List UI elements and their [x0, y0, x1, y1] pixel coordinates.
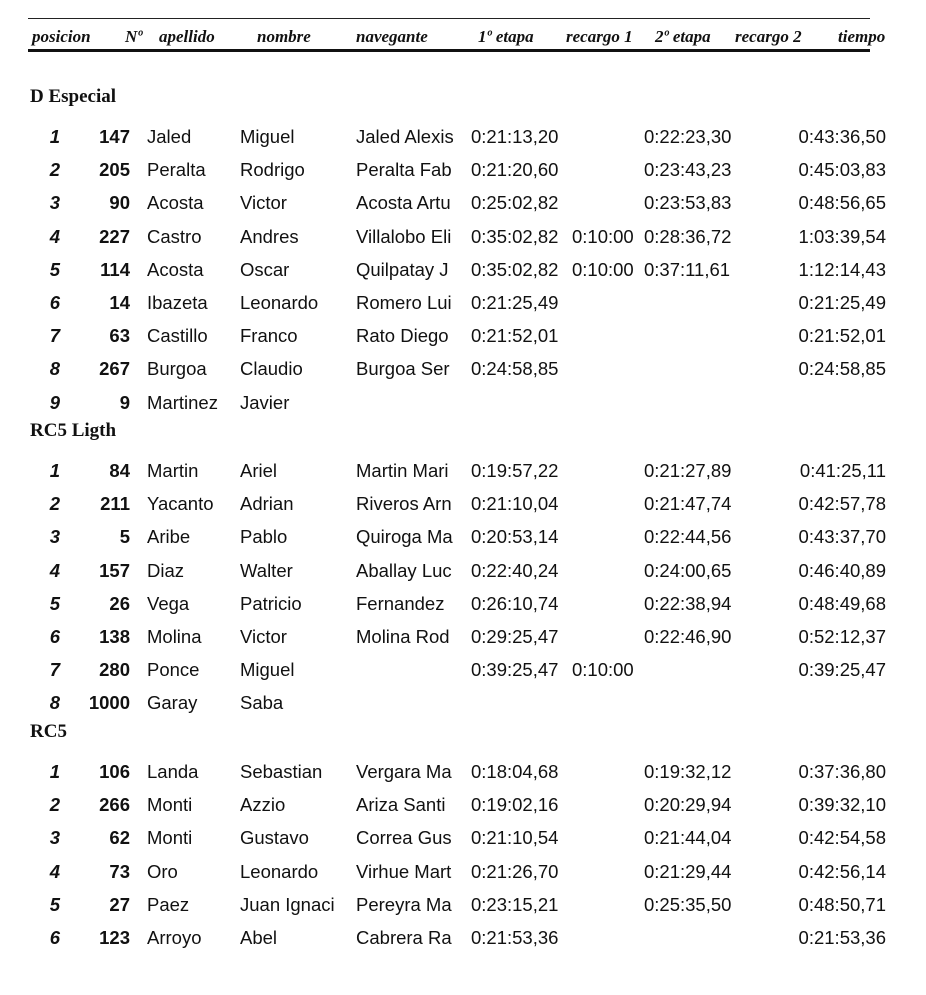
- cell-etapa1: 0:35:02,82: [471, 258, 559, 280]
- cell-apellido: Martinez: [147, 391, 218, 413]
- cell-num: 147: [99, 126, 130, 147]
- cell-num: 138: [99, 626, 130, 647]
- cell-navegante: Quilpatay J: [356, 258, 449, 280]
- cell-nombre: Miguel: [240, 659, 295, 681]
- cell-tiempo: 0:37:36,80: [798, 761, 886, 782]
- cell-etapa1: 0:29:25,47: [471, 626, 559, 647]
- cell-navegante: Fernandez: [356, 592, 445, 614]
- cell-apellido: Molina: [147, 626, 202, 647]
- cell-num: 157: [99, 559, 130, 581]
- cell-tiempo: 0:43:36,50: [798, 126, 886, 147]
- col-header-recargo1: recargo 1: [566, 27, 633, 46]
- cell-nombre: Ariel: [240, 460, 278, 481]
- cell-apellido: Burgoa: [147, 358, 207, 380]
- cell-apellido: Landa: [147, 761, 199, 782]
- cell-tiempo: 0:43:37,70: [798, 526, 886, 548]
- cell-nombre: Azzio: [240, 794, 286, 816]
- cell-num: 62: [109, 827, 130, 849]
- col-header-tiempo: tiempo: [838, 27, 886, 46]
- cell-apellido: Peralta: [147, 159, 206, 181]
- cell-pos: 3: [49, 827, 60, 849]
- table-row: [0, 790, 926, 820]
- cell-etapa1: 0:21:10,54: [471, 827, 559, 849]
- cell-num: 14: [109, 292, 130, 313]
- cell-nombre: Gustavo: [240, 827, 309, 849]
- cell-navegante: Burgoa Ser: [356, 358, 450, 380]
- cell-navegante: Cabrera Ra: [356, 927, 452, 948]
- cell-tiempo: 0:21:25,49: [798, 292, 886, 313]
- cell-pos: 3: [49, 526, 60, 548]
- cell-tiempo: 0:42:57,78: [798, 493, 886, 515]
- col-header-posicion: posicion: [32, 27, 91, 46]
- table-row: [0, 655, 926, 685]
- cell-recargo1: 0:10:00: [572, 659, 634, 681]
- table-row: [0, 155, 926, 185]
- cell-nombre: Juan Ignaci: [240, 893, 335, 915]
- cell-num: 266: [99, 794, 130, 816]
- cell-nombre: Oscar: [240, 258, 290, 280]
- cell-nombre: Victor: [240, 192, 287, 214]
- cell-etapa2: 0:23:43,23: [644, 159, 732, 181]
- table-row: [0, 321, 926, 351]
- cell-tiempo: 0:21:52,01: [798, 325, 886, 347]
- cell-num: 123: [99, 927, 130, 948]
- cell-etapa1: 0:23:15,21: [471, 893, 559, 915]
- cell-etapa1: 0:18:04,68: [471, 761, 559, 782]
- cell-tiempo: 0:48:50,71: [798, 893, 886, 915]
- cell-tiempo: 0:42:54,58: [798, 827, 886, 849]
- table-row: [0, 388, 926, 418]
- table-row: [0, 589, 926, 619]
- table-row: [0, 354, 926, 384]
- cell-etapa1: 0:25:02,82: [471, 192, 559, 214]
- col-header-etapa2: 2º etapa: [655, 27, 711, 46]
- cell-num: 114: [100, 258, 130, 280]
- cell-pos: 6: [49, 927, 60, 948]
- cell-nombre: Walter: [240, 559, 293, 581]
- cell-pos: 7: [49, 659, 60, 681]
- cell-nombre: Saba: [240, 692, 284, 714]
- table-row: [0, 222, 926, 252]
- cell-etapa2: 0:22:44,56: [644, 526, 732, 548]
- cell-apellido: Arroyo: [147, 927, 202, 948]
- cell-apellido: Paez: [147, 893, 190, 915]
- table-row: [0, 188, 926, 218]
- cell-num: 63: [109, 325, 130, 347]
- table-row: [0, 823, 926, 853]
- col-header-recargo2: recargo 2: [735, 27, 802, 46]
- cell-navegante: Molina Rod: [356, 626, 450, 647]
- cell-tiempo: 0:41:25,11: [799, 460, 886, 481]
- cell-etapa1: 0:24:58,85: [471, 358, 559, 380]
- cell-pos: 8: [49, 358, 60, 380]
- cell-tiempo: 0:21:53,36: [798, 927, 886, 948]
- cell-etapa1: 0:26:10,74: [471, 592, 559, 614]
- cell-num: 73: [109, 860, 130, 882]
- cell-pos: 5: [49, 258, 60, 280]
- cell-etapa2: 0:37:11,61: [644, 258, 731, 280]
- cell-tiempo: 0:48:56,65: [798, 192, 886, 214]
- table-row: [0, 857, 926, 887]
- cell-pos: 2: [49, 159, 60, 181]
- cell-etapa1: 0:21:25,49: [471, 292, 559, 313]
- cell-etapa2: 0:21:47,74: [644, 493, 732, 515]
- cell-nombre: Miguel: [240, 126, 295, 147]
- cell-nombre: Victor: [240, 626, 287, 647]
- cell-pos: 4: [49, 860, 60, 882]
- cell-pos: 1: [49, 126, 60, 147]
- cell-etapa2: 0:25:35,50: [644, 893, 732, 915]
- cell-apellido: Vega: [147, 592, 190, 614]
- cell-nombre: Adrian: [240, 493, 294, 515]
- cell-apellido: Monti: [147, 827, 193, 849]
- cell-nombre: Leonardo: [240, 292, 319, 313]
- cell-tiempo: 1:12:14,43: [798, 258, 886, 280]
- cell-etapa1: 0:39:25,47: [471, 659, 559, 681]
- cell-apellido: Ponce: [147, 659, 200, 681]
- cell-num: 26: [109, 592, 130, 614]
- cell-apellido: Ibazeta: [147, 292, 208, 313]
- cell-apellido: Acosta: [147, 192, 204, 214]
- cell-tiempo: 0:39:32,10: [798, 794, 886, 816]
- cell-apellido: Diaz: [147, 559, 185, 581]
- cell-apellido: Monti: [147, 794, 193, 816]
- cell-etapa1: 0:21:53,36: [471, 927, 559, 948]
- table-row: [0, 757, 926, 787]
- cell-num: 211: [100, 493, 130, 515]
- cell-pos: 2: [49, 493, 60, 515]
- cell-apellido: Castillo: [147, 325, 208, 347]
- cell-apellido: Castro: [147, 225, 202, 247]
- cell-tiempo: 0:39:25,47: [798, 659, 886, 681]
- cell-num: 9: [119, 391, 130, 413]
- cell-pos: 1: [49, 761, 60, 782]
- cell-apellido: Yacanto: [147, 493, 214, 515]
- cell-navegante: Romero Lui: [356, 292, 452, 313]
- table-row: [0, 688, 926, 718]
- cell-tiempo: 1:03:39,54: [798, 225, 886, 247]
- cell-pos: 9: [49, 391, 60, 413]
- cell-num: 1000: [88, 692, 130, 714]
- cell-apellido: Martin: [147, 460, 199, 481]
- cell-etapa1: 0:21:52,01: [471, 325, 559, 347]
- cell-navegante: Ariza Santi: [356, 794, 446, 816]
- cell-nombre: Leonardo: [240, 860, 319, 882]
- header-bottom-rule: [28, 49, 870, 52]
- cell-recargo1: 0:10:00: [572, 225, 634, 247]
- cell-etapa2: 0:21:29,44: [644, 860, 732, 882]
- cell-etapa1: 0:21:20,60: [471, 159, 559, 181]
- cell-apellido: Garay: [147, 692, 198, 714]
- header-top-rule: [28, 18, 870, 19]
- cell-tiempo: 0:24:58,85: [798, 358, 886, 380]
- cell-num: 227: [99, 225, 130, 247]
- col-header-navegante: navegante: [356, 27, 428, 46]
- cell-pos: 1: [49, 460, 60, 481]
- cell-etapa2: 0:21:44,04: [644, 827, 732, 849]
- cell-num: 267: [99, 358, 130, 380]
- cell-etapa2: 0:22:46,90: [644, 626, 732, 647]
- cell-apellido: Acosta: [147, 258, 204, 280]
- table-row: [0, 288, 926, 318]
- cell-tiempo: 0:46:40,89: [798, 559, 886, 581]
- cell-pos: 7: [49, 325, 60, 347]
- table-row: [0, 255, 926, 285]
- table-row: [0, 622, 926, 652]
- section-title: D Especial: [30, 86, 117, 107]
- cell-nombre: Patricio: [240, 592, 302, 614]
- cell-etapa2: 0:22:23,30: [644, 126, 732, 147]
- cell-tiempo: 0:42:56,14: [798, 860, 886, 882]
- cell-apellido: Aribe: [147, 526, 191, 548]
- cell-nombre: Rodrigo: [240, 159, 305, 181]
- cell-pos: 5: [49, 893, 60, 915]
- col-header-nombre: nombre: [257, 27, 311, 46]
- table-row: [0, 522, 926, 552]
- cell-nombre: Claudio: [240, 358, 303, 380]
- cell-etapa2: 0:24:00,65: [644, 559, 732, 581]
- cell-navegante: Martin Mari: [356, 460, 449, 481]
- cell-tiempo: 0:52:12,37: [798, 626, 886, 647]
- cell-pos: 2: [49, 794, 60, 816]
- cell-apellido: Oro: [147, 860, 178, 882]
- cell-pos: 6: [49, 292, 60, 313]
- cell-pos: 3: [49, 192, 60, 214]
- cell-etapa2: 0:21:27,89: [644, 460, 732, 481]
- cell-etapa2: 0:22:38,94: [644, 592, 732, 614]
- cell-navegante: Peralta Fab: [356, 159, 452, 181]
- cell-navegante: Rato Diego: [356, 325, 449, 347]
- cell-navegante: Correa Gus: [356, 827, 452, 849]
- cell-etapa1: 0:21:10,04: [471, 493, 559, 515]
- cell-navegante: Virhue Mart: [356, 860, 452, 882]
- cell-num: 106: [99, 761, 130, 782]
- cell-navegante: Acosta Artu: [356, 192, 451, 214]
- col-header-etapa1: 1º etapa: [478, 27, 534, 46]
- cell-num: 205: [99, 159, 130, 181]
- cell-num: 27: [109, 893, 130, 915]
- table-row: [0, 890, 926, 920]
- cell-navegante: Villalobo Eli: [356, 225, 452, 247]
- col-header-apellido: apellido: [159, 27, 215, 46]
- cell-apellido: Jaled: [147, 126, 192, 147]
- cell-navegante: Jaled Alexis: [356, 126, 454, 147]
- cell-nombre: Franco: [240, 325, 298, 347]
- cell-nombre: Pablo: [240, 526, 288, 548]
- cell-navegante: Vergara Ma: [356, 761, 452, 782]
- cell-etapa2: 0:28:36,72: [644, 225, 732, 247]
- section-title: RC5 Ligth: [30, 420, 117, 441]
- cell-navegante: Pereyra Ma: [356, 893, 452, 915]
- cell-num: 280: [99, 659, 130, 681]
- cell-etapa1: 0:20:53,14: [471, 526, 559, 548]
- table-row: [0, 923, 926, 953]
- col-header-numero: Nº: [125, 27, 143, 46]
- cell-etapa1: 0:19:57,22: [471, 460, 559, 481]
- cell-etapa1: 0:21:13,20: [471, 126, 559, 147]
- cell-nombre: Abel: [240, 927, 278, 948]
- cell-recargo1: 0:10:00: [572, 258, 634, 280]
- cell-navegante: Aballay Luc: [356, 559, 452, 581]
- cell-tiempo: 0:48:49,68: [798, 592, 886, 614]
- cell-etapa2: 0:19:32,12: [644, 761, 732, 782]
- cell-navegante: Quiroga Ma: [356, 526, 453, 548]
- cell-etapa2: 0:23:53,83: [644, 192, 732, 214]
- cell-pos: 4: [49, 559, 60, 581]
- table-row: [0, 456, 926, 486]
- table-row: [0, 122, 926, 152]
- cell-pos: 5: [49, 592, 60, 614]
- cell-etapa1: 0:19:02,16: [471, 794, 559, 816]
- cell-tiempo: 0:45:03,83: [798, 159, 886, 181]
- cell-etapa2: 0:20:29,94: [644, 794, 732, 816]
- cell-etapa1: 0:21:26,70: [471, 860, 559, 882]
- cell-nombre: Sebastian: [240, 761, 323, 782]
- cell-num: 90: [109, 192, 130, 214]
- cell-navegante: Riveros Arn: [356, 493, 452, 515]
- section-title: RC5: [30, 721, 67, 742]
- cell-pos: 4: [49, 225, 60, 247]
- cell-pos: 8: [49, 692, 60, 714]
- cell-num: 84: [109, 460, 130, 481]
- cell-pos: 6: [49, 626, 60, 647]
- cell-etapa1: 0:22:40,24: [471, 559, 559, 581]
- cell-nombre: Andres: [240, 225, 299, 247]
- cell-nombre: Javier: [240, 391, 290, 413]
- cell-etapa1: 0:35:02,82: [471, 225, 559, 247]
- table-row: [0, 556, 926, 586]
- table-row: [0, 489, 926, 519]
- cell-num: 5: [119, 526, 130, 548]
